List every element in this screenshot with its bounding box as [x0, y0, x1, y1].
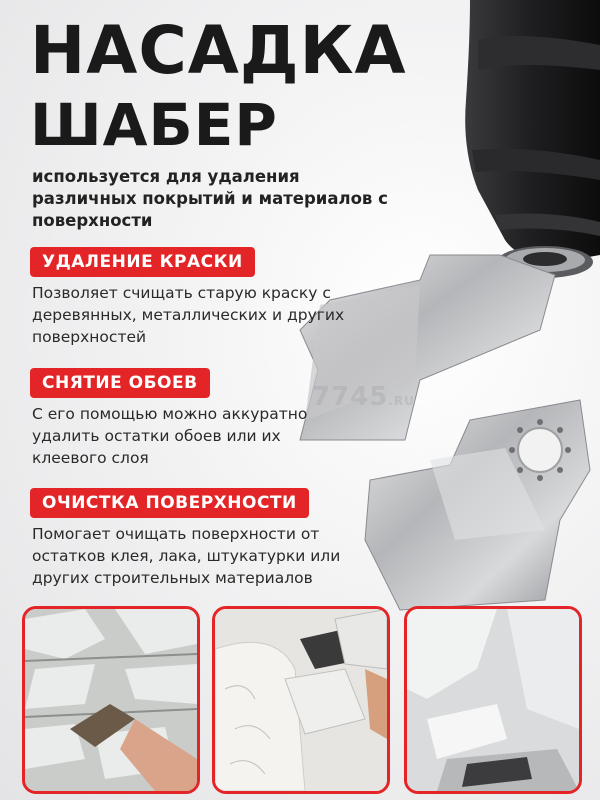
feature-text-wallpaper: С его помощью можно аккуратно удалить остатки обоев или их клеевого слоя	[32, 405, 308, 467]
photo-surface-cleaning	[404, 606, 582, 794]
feature-badge-paint: УДАЛЕНИЕ КРАСКИ	[30, 247, 255, 277]
title-line-1: НАСАДКА	[30, 12, 407, 89]
watermark-main: 7745	[312, 382, 389, 412]
photo-wallpaper-removal	[212, 606, 390, 794]
feature-text-cleaning: Помогает очищать поверхности от остатков клея, лака, штукатурки или других строительных материалов	[32, 525, 341, 587]
watermark	[312, 382, 415, 412]
photo-paint-removal	[22, 606, 200, 794]
title-line-2: ШАБЕР	[30, 91, 278, 159]
subtitle: используется для удаления различных покрытий и материалов с поверхности	[32, 167, 388, 230]
feature-badge-cleaning: ОЧИСТКА ПОВЕРХНОСТИ	[30, 488, 309, 518]
feature-text-paint: Позволяет счищать старую краску с деревянных, металлических и других поверхностей	[32, 284, 345, 346]
feature-badge-wallpaper: СНЯТИЕ ОБОЕВ	[30, 368, 210, 398]
watermark-suffix: .RU	[388, 394, 415, 408]
